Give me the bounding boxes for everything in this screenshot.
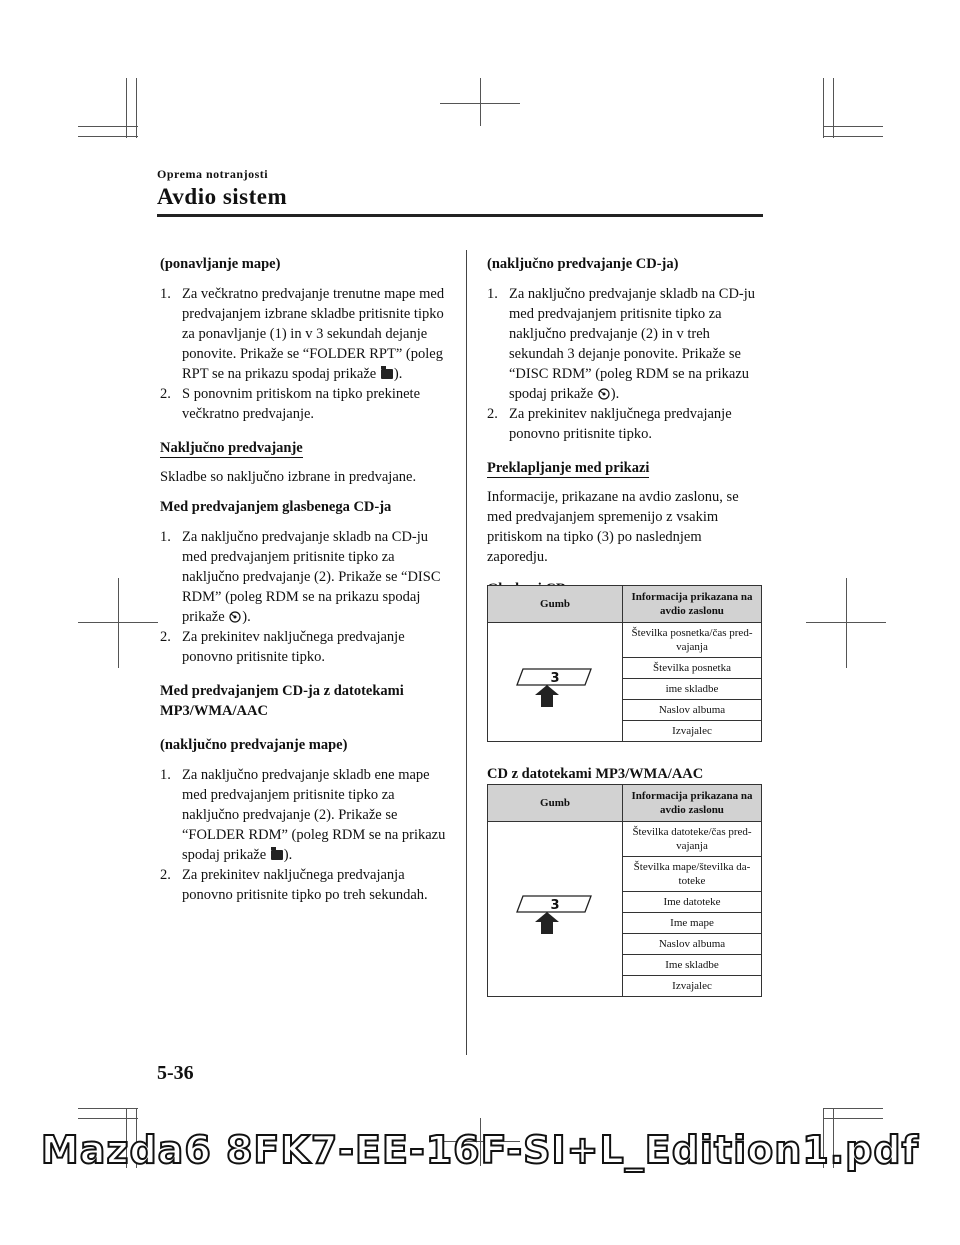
table-row: Številka mape/številka da-toteke [623,857,762,892]
svg-text:3: 3 [550,671,560,686]
right-column [487,254,763,599]
list-item: 1. Za naključno predvajanje skladb na CD-ju med predvajanjem pritisnite tipko za naključno predvajanje (2). Prikaže se “DISC RDM” (poleg RDM se na prikazu spodaj prikaže ). [160,529,441,625]
table-row: Naslov albuma [623,700,762,721]
heading-cd-random: (naključno predvajanje CD-ja) [487,256,679,272]
list-item: 2. Za prekinitev naključnega predvajanje ponovno pritisnite tipko. [160,629,405,665]
button-cell [488,623,623,742]
heading-mp3-cd: Med predvajanjem CD-ja z datotekami MP3/WMA/AAC [160,683,404,719]
button-3-icon [515,651,595,709]
heading-folder-random: (naključno predvajanje mape) [160,737,348,753]
table-row: Številka posnetka/čas pred-vajanja [623,623,762,658]
heading-switch-display: Preklapljanje med prikazi [487,460,650,476]
table-row: Številka datoteke/čas pred-vajanja [623,822,762,857]
column-divider [466,250,467,1055]
mp3-cd-table [487,784,762,997]
heading-mp3-table: CD z datotekami MP3/WMA/AAC [487,766,704,782]
col-header-info: Informacija prikazana na avdio zaslonu [623,586,762,623]
page-number: 5-36 [157,1062,194,1084]
button-cell [488,822,623,997]
random-play-description: Skladbe so naključno izbrane in predvajane. [160,469,417,485]
table-row: Ime skladbe [623,955,762,976]
folder-icon [271,850,283,860]
list-item: 1. Za večkratno predvajanje trenutne mape med predvajanjem izbrane skladbe pritisnite tipko za ponavljanje (1) in v 3 sekundah dejanje ponovite. Prikaže se “FOLDER RPT” (poleg RPT se na prikazu spodaj prikaže ). [160,286,445,382]
table-row: Ime mape [623,913,762,934]
col-header-info: Informacija prikazana na avdio zaslonu [623,785,762,822]
table-row: Številka posnetka [623,658,762,679]
list-item: 2. Za prekinitev naključnega predvajanja ponovno pritisnite tipko po treh sekundah. [160,867,428,903]
heading-folder-repeat: (ponavljanje mape) [160,256,281,272]
heading-music-cd: Med predvajanjem glasbenega CD-ja [160,499,392,515]
folder-icon [381,369,393,379]
footer-filename: Mazda6 8FK7-EE-16F-SI+L_Edition1.pdf [40,1128,920,1172]
button-3-icon [515,878,595,936]
table-row: ime skladbe [623,679,762,700]
list-item: 2. S ponovnim pritiskom na tipko prekinete večkratno predvajanje. [160,386,421,422]
table-row: Ime datoteke [623,892,762,913]
header-rule [157,214,763,217]
col-header-button: Gumb [488,586,623,623]
heading-random-play: Naključno predvajanje [160,440,303,456]
disc-icon [598,388,610,400]
switch-display-description: Informacije, prikazane na avdio zaslonu, se med predvajanjem spremenijo z vsakim pritiskom na tipko (3) po naslednjem zaporedju. [487,489,739,565]
left-column [160,254,446,905]
page-title: Avdio sistem [157,184,288,209]
section-label: Oprema notranjosti [157,167,269,181]
svg-text:3: 3 [550,898,560,913]
list-item: 1. Za naključno predvajanje skladb ene mape med predvajanjem pritisnite tipko za naključno predvajanje (2). Prikaže se “FOLDER RDM” (poleg RDM se na prikazu spodaj prikaže ). [160,767,446,863]
list-item: 2. Za prekinitev naključnega predvajanje ponovno pritisnite tipko. [487,406,732,442]
table-row: Izvajalec [623,976,762,997]
table-row: Naslov albuma [623,934,762,955]
disc-icon [229,611,241,623]
list-item: 1. Za naključno predvajanje skladb na CD-ju med predvajanjem pritisnite tipko za naključno predvajanje (2) in v treh sekundah 3 dejanje ponovite. Prikaže se “DISC RDM” (poleg RDM se na prikazu spodaj prikaže ). [487,286,756,402]
music-cd-table [487,585,762,742]
table-row: Izvajalec [623,721,762,742]
col-header-button: Gumb [488,785,623,822]
